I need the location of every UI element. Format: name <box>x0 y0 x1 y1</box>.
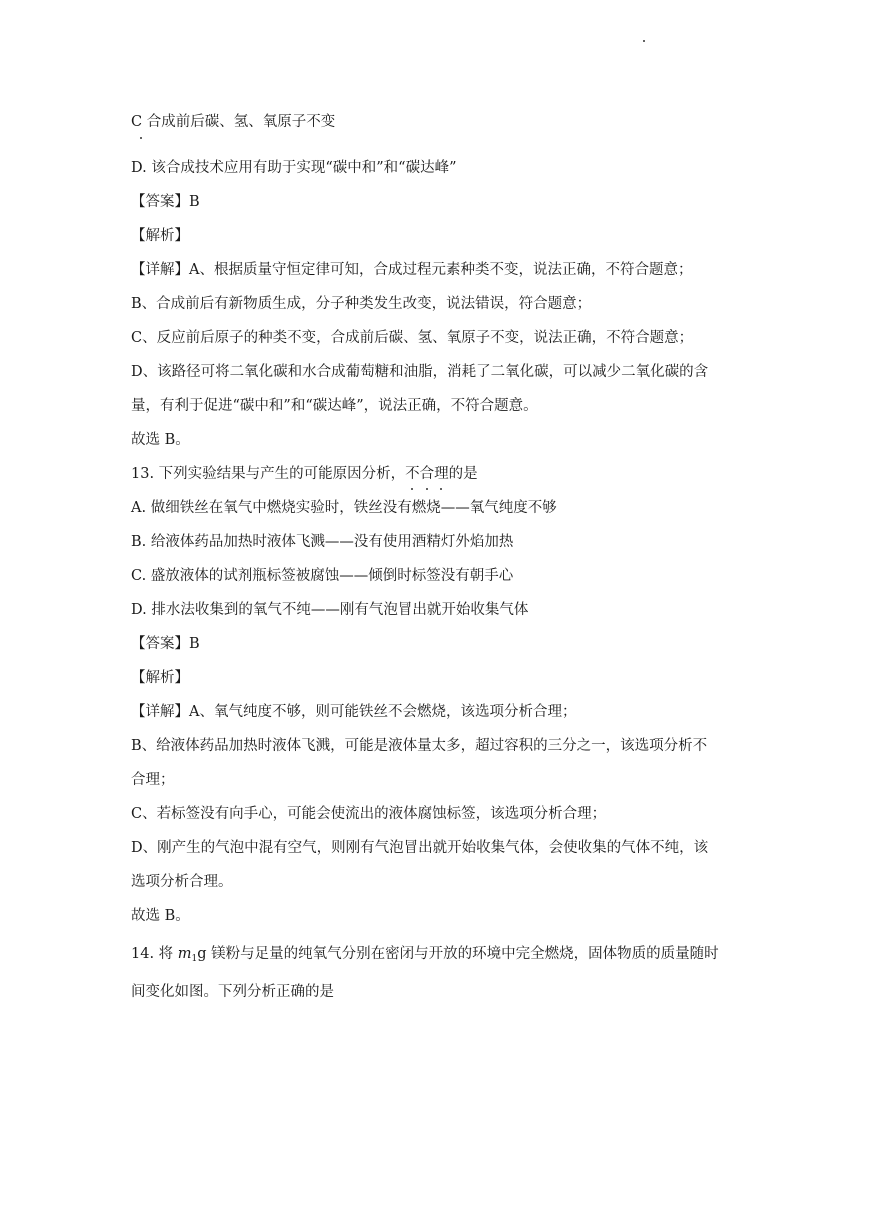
q13-detail-d-line1: D、刚产生的气泡中混有空气，则刚有气泡冒出就开始收集气体，会使收集的气体不纯，该 <box>131 840 709 856</box>
q13-option-a: A. 做细铁丝在氧气中燃烧实验时，铁丝没有燃烧——氧气纯度不够 <box>131 500 557 516</box>
q14-var-g: g <box>197 946 207 962</box>
q13-emph-char-3: 理 <box>434 466 449 482</box>
q13-detail-b-line2: 合理； <box>131 772 175 788</box>
q13-answer: 【答案】B <box>131 636 200 652</box>
q13-stem-prefix: 13. 下列实验结果与产生的可能原因分析， <box>131 466 406 482</box>
q13-detail-b-line1: B、给液体药品加热时液体飞溅，可能是液体量太多，超过容积的三分之一，该选项分析不 <box>131 738 708 754</box>
q12-answer: 【答案】B <box>131 194 200 210</box>
q13-analysis-title: 【解析】 <box>131 670 189 686</box>
q14-var-sub: 1 <box>191 954 198 964</box>
q13-conclusion: 故选 B。 <box>131 908 190 924</box>
q12-detail-d-line2: 量，有利于促进“碳中和”和“碳达峰”，说法正确，不符合题意。 <box>131 398 538 414</box>
q12-detail-a: 【详解】A、根据质量守恒定律可知，合成过程元素种类不变，说法正确，不符合题意； <box>131 262 693 278</box>
q14-var-m: m <box>177 946 192 962</box>
q12-detail-c: C、反应前后原子的种类不变，合成前后碳、氢、氧原子不变，说法正确，不符合题意； <box>131 330 694 346</box>
q14-stem-line2: 间变化如图。下列分析正确的是 <box>131 984 334 1000</box>
q13-option-b: B. 给液体药品加热时液体飞溅——没有使用酒精灯外焰加热 <box>131 534 514 550</box>
q12-detail-d-line1: D、该路径可将二氧化碳和水合成葡萄糖和油脂，消耗了二氧化碳，可以减少二氧化碳的含 <box>131 364 709 380</box>
q12-conclusion: 故选 B。 <box>131 432 190 448</box>
q14-number: 14. 将 <box>131 946 174 962</box>
q12-option-c: C 合成前后碳、氢、氧原子不变 <box>131 114 336 130</box>
q13-emph-char-1: 不 <box>405 466 420 482</box>
q12-analysis-title: 【解析】 <box>131 228 189 244</box>
q12-option-d: D. 该合成技术应用有助于实现“碳中和”和“碳达峰” <box>131 160 457 176</box>
q12-detail-b: B、合成前后有新物质生成，分子种类发生改变，说法错误，符合题意； <box>131 296 592 312</box>
q13-detail-a: 【详解】A、氧气纯度不够，则可能铁丝不会燃烧，该选项分析合理； <box>131 704 577 720</box>
q13-detail-c: C、若标签没有向手心，可能会使流出的液体腐蚀标签，该选项分析合理； <box>131 806 607 822</box>
q13-detail-d-line2: 选项分析合理。 <box>131 874 233 890</box>
q14-stem <box>131 944 719 969</box>
q13-stem-suffix: 的是 <box>448 466 478 482</box>
corner-dot <box>643 40 645 42</box>
q14-stem-rest: 镁粉与足量的纯氧气分别在密闭与开放的环境中完全燃烧，固体物质的质量随时 <box>206 946 719 962</box>
q13-stem <box>131 464 478 484</box>
q13-emph-char-2: 合 <box>419 466 435 482</box>
q13-option-d: D. 排水法收集到的氧气不纯——刚有气泡冒出就开始收集气体 <box>131 602 529 618</box>
q13-option-c: C. 盛放液体的试剂瓶标签被腐蚀——倾倒时标签没有朝手心 <box>131 568 514 584</box>
option-c-dot <box>140 137 142 139</box>
